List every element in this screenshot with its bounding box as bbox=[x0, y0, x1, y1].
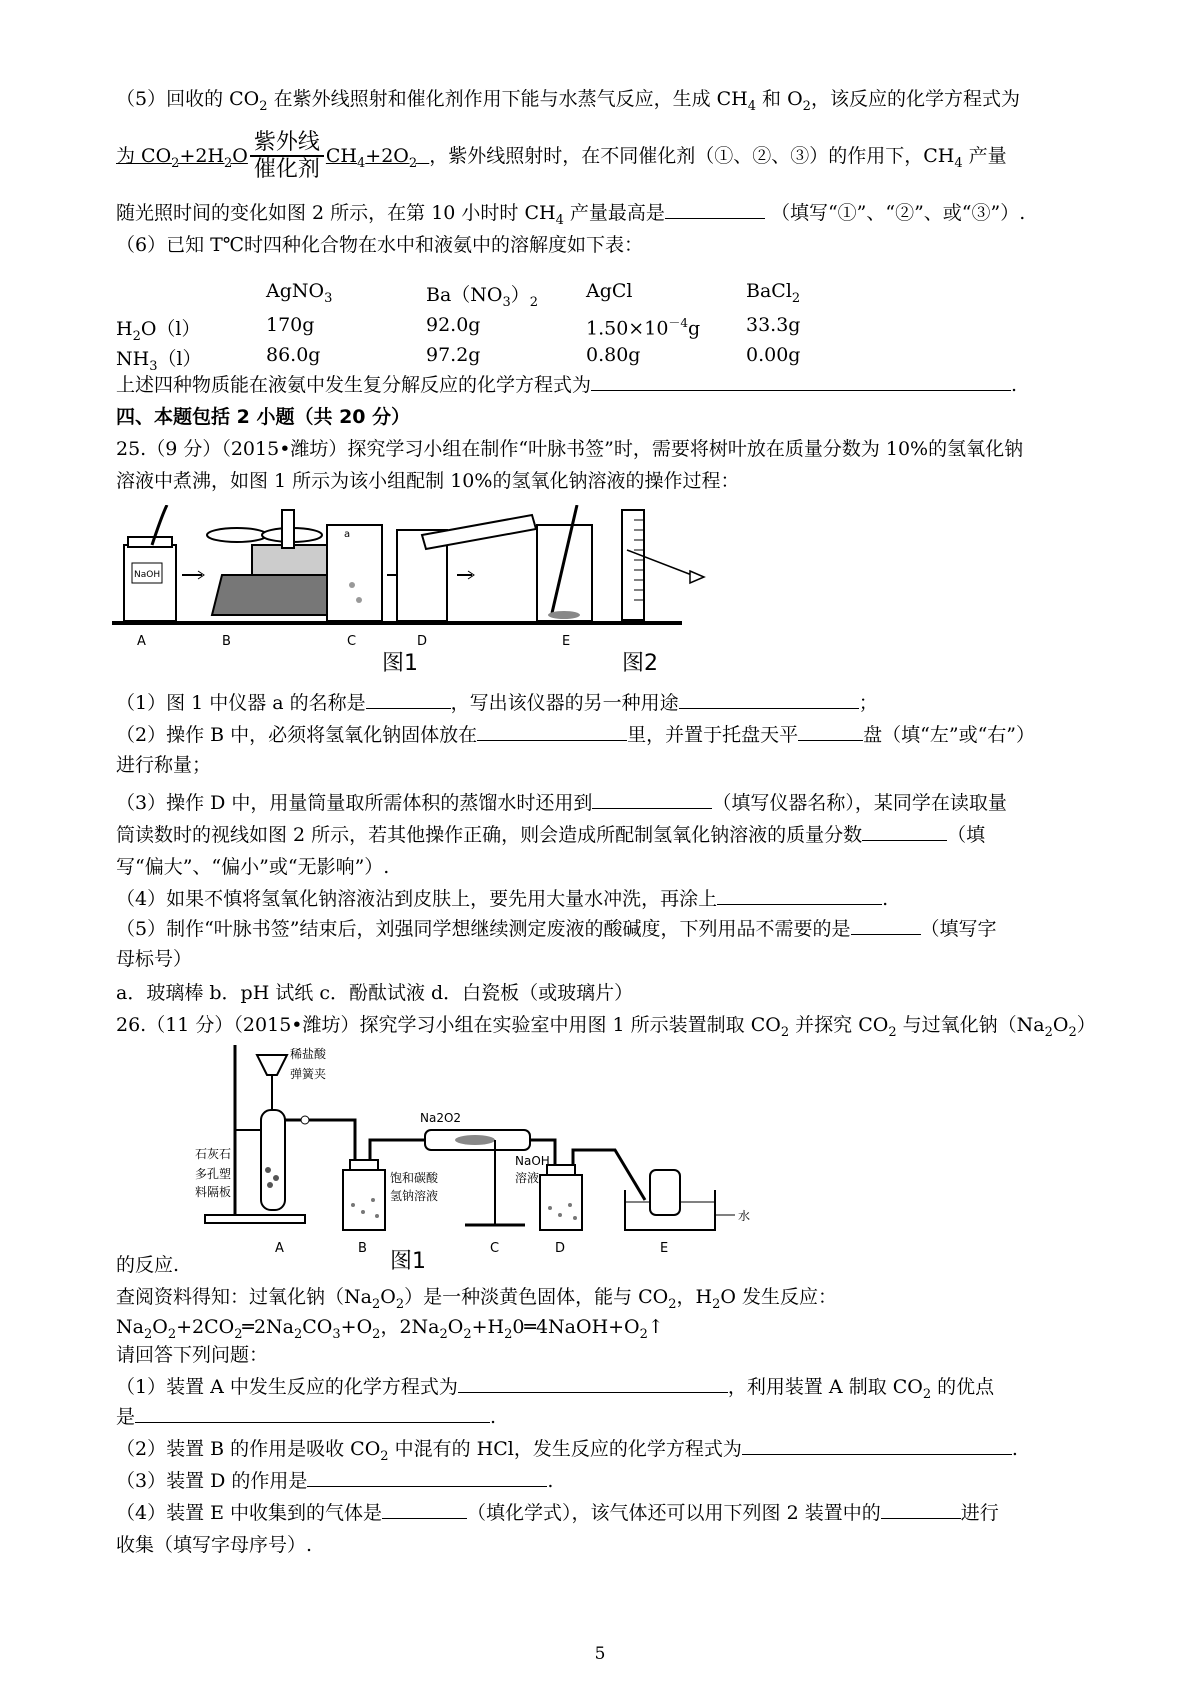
instrument-a-label: a bbox=[344, 529, 351, 540]
q25-intro1: 25.（9 分）（2015•潍坊）探究学习小组在制作“叶脉书签”时，需要将树叶放在质量分数为 10%的氢氧化钠 bbox=[116, 438, 1024, 460]
q26-q3: （3）装置 D 的作用是 . bbox=[116, 1470, 554, 1492]
q25-q5: （5）制作“叶脉书签”结束后，刘强同学想继续测定废液的酸碱度，下列用品不需要的是 （填写字 bbox=[116, 918, 997, 940]
label-na2o2: Na2O2 bbox=[420, 1111, 462, 1125]
answer-blank[interactable] bbox=[366, 690, 451, 709]
fig2-caption: 图2 bbox=[622, 651, 658, 675]
reaction-condition: 紫外线 催化剂 bbox=[250, 131, 324, 183]
label-naoh-1: NaOH bbox=[515, 1154, 550, 1168]
label-saturated-2: 氢钠溶液 bbox=[390, 1189, 439, 1203]
q25-q4: （4）如果不慎将氢氧化钠溶液沾到皮肤上，要先用大量水冲洗，再涂上 . bbox=[116, 888, 889, 910]
table-header: AgNO$_3$ bbox=[266, 280, 333, 306]
label-porous-plate-2: 料隔板 bbox=[195, 1185, 232, 1199]
table-row-label: $H_2O(l)$ bbox=[116, 318, 201, 344]
fig1-caption: 图1 bbox=[382, 651, 418, 675]
answer-blank[interactable] bbox=[717, 886, 882, 905]
answer-blank[interactable] bbox=[881, 1500, 961, 1519]
q25-q3c: 筒读数时的视线如图 2 所示，若其他操作正确，则会造成所配制氢氧化钠溶液的质量分数 （填 bbox=[116, 824, 986, 846]
table-cell: $1.50\times 10^{-4}g$ bbox=[586, 316, 701, 340]
q24-p6-question: 上述四种物质能在液氨中发生复分解反应的化学方程式为 . bbox=[116, 374, 1018, 396]
table-cell: 0.00g bbox=[746, 344, 801, 366]
table-row-label: $NH_3(l)$ bbox=[116, 348, 202, 374]
table-cell: 86.0g bbox=[266, 344, 321, 366]
label-spring-clip: 弹簧夹 bbox=[290, 1067, 327, 1081]
q25-figure bbox=[112, 505, 762, 675]
table-cell: 170g bbox=[266, 314, 315, 336]
answer-blank[interactable] bbox=[592, 790, 712, 809]
q25-q2: （2）操作 B 中，必须将氢氧化钠固体放在 里，并置于托盘天平 盘（填“左”或“右”） bbox=[116, 724, 1036, 746]
q24-p6: （6）已知 T℃时四种化合物在水中和液氨中的溶解度如下表： bbox=[116, 234, 644, 256]
q26-q4d: 收集（填写字母序号）. bbox=[116, 1534, 313, 1556]
fig-label-c: C bbox=[347, 634, 357, 649]
answer-blank[interactable] bbox=[851, 916, 921, 935]
fig-label-b: B bbox=[222, 634, 231, 649]
q24-p5-line1: （5）回收的 $CO_2$ 在紫外线照射和催化剂作用下能与水蒸气反应，生成 $CH_4$ 和 $O_2$，该反应的化学方程式为 bbox=[116, 88, 1020, 114]
answer-blank[interactable] bbox=[679, 690, 859, 709]
q26-q2: （2）装置 B 的作用是吸收 $CO_2$ 中混有的 HCl，发生反应的化学方程式为 . bbox=[116, 1438, 1018, 1464]
answer-blank[interactable] bbox=[798, 722, 863, 741]
q26-q1: （1）装置 A 中发生反应的化学方程式为 ，利用装置 A 制取 $CO_2$ 的优点 bbox=[116, 1376, 995, 1402]
q24-equation-line: 为 $CO_2+2H_2O$ 紫外线 催化剂 $CH_4+2O_2$ ，紫外线照射时，在不同催化剂（①、②、③）的作用下，$CH_4$ 产量 bbox=[116, 130, 1007, 182]
fig-label-d: D bbox=[555, 1241, 566, 1256]
q26-info: 查阅资料得知：过氧化钠$(Na_2O_2)$是一种淡黄色固体，能与 $CO_2$，$H_2O$ 发生反应： bbox=[116, 1286, 838, 1312]
q25-options: a．玻璃棒 b．pH 试纸 c．酚酞试液 d．白瓷板（或玻璃片） bbox=[116, 982, 634, 1004]
q26-apparatus-figure bbox=[195, 1040, 775, 1270]
answer-blank[interactable] bbox=[382, 1500, 467, 1519]
q26-reactions: $Na_2O_2+2CO_2═2Na_2CO_3+O_2$，$2Na_2O_2+H_20═4NaOH+O_2↑$ bbox=[116, 1316, 664, 1342]
label-water: 水 bbox=[738, 1209, 751, 1223]
q26-intro: 26.（11 分）（2015•潍坊）探究学习小组在实验室中用图 1 所示装置制取 $CO_2$ 并探究 $CO_2$ 与过氧化钠$(Na_2O_2)$ bbox=[116, 1014, 1096, 1040]
fig-label-e: E bbox=[562, 634, 571, 649]
table-header: $Ba(NO_3)_2$ bbox=[426, 284, 539, 310]
label-limestone: 石灰石 bbox=[195, 1147, 232, 1161]
fig-label-a: A bbox=[137, 634, 146, 649]
answer-blank[interactable] bbox=[135, 1404, 490, 1423]
table-cell: 92.0g bbox=[426, 314, 481, 336]
table-cell: 97.2g bbox=[426, 344, 481, 366]
answer-blank[interactable] bbox=[742, 1436, 1012, 1455]
label-porous-plate-1: 多孔塑 bbox=[195, 1167, 232, 1181]
q25-q5c: 母标号） bbox=[116, 948, 193, 970]
label-hydrochloric-acid: 稀盐酸 bbox=[290, 1047, 327, 1061]
fig-label-e: E bbox=[660, 1241, 669, 1256]
naoh-label: NaOH bbox=[134, 570, 161, 580]
q25-q2d: 进行称量； bbox=[116, 754, 212, 776]
answer-blank[interactable] bbox=[665, 200, 765, 219]
fig-label-a: A bbox=[275, 1241, 284, 1256]
table-header: BaCl$_2$ bbox=[746, 280, 801, 306]
fig-label-c: C bbox=[490, 1241, 500, 1256]
q26-intro-end: 的反应. bbox=[116, 1254, 180, 1276]
answer-blank[interactable] bbox=[862, 822, 947, 841]
table-cell: 33.3g bbox=[746, 314, 801, 336]
section-heading: 四、本题包括 2 小题（共 20 分） bbox=[116, 406, 411, 428]
q26-q4: （4）装置 E 中收集到的气体是 （填化学式），该气体还可以用下列图 2 装置中的 进行 bbox=[116, 1502, 999, 1524]
page-number: 5 bbox=[594, 1644, 606, 1664]
q26-q1d: 是 . bbox=[116, 1406, 497, 1428]
q26-fig1-caption: 图1 bbox=[390, 1249, 426, 1270]
table-header: AgCl bbox=[586, 280, 633, 302]
q25-intro2: 溶液中煮沸，如图 1 所示为该小组配制 10%的氢氧化钠溶液的操作过程： bbox=[116, 470, 740, 492]
answer-blank[interactable] bbox=[458, 1374, 728, 1393]
answer-blank[interactable] bbox=[307, 1468, 547, 1487]
answer-blank[interactable] bbox=[477, 722, 627, 741]
table-cell: 0.80g bbox=[586, 344, 641, 366]
q24-line3: 随光照时间的变化如图 2 所示，在第 10 小时时 $CH_4$ 产量最高是 （填写“①”、“②”、或“③”）. bbox=[116, 202, 1026, 228]
q26-ask: 请回答下列问题： bbox=[116, 1344, 269, 1366]
q25-q3: （3）操作 D 中，用量筒量取所需体积的蒸馏水时还用到 （填写仪器名称），某同学在读取量 bbox=[116, 792, 1007, 814]
q25-q3e: 写“偏大”、“偏小”或“无影响”）. bbox=[116, 856, 390, 878]
fig-label-d: D bbox=[417, 634, 428, 649]
answer-blank[interactable] bbox=[591, 372, 1011, 391]
q25-q1: （1）图 1 中仪器 a 的名称是 ，写出该仪器的另一种用途 ； bbox=[116, 692, 878, 714]
label-saturated-1: 饱和碳酸 bbox=[390, 1171, 439, 1185]
fig-label-b: B bbox=[358, 1241, 367, 1256]
label-naoh-2: 溶液 bbox=[515, 1171, 540, 1185]
